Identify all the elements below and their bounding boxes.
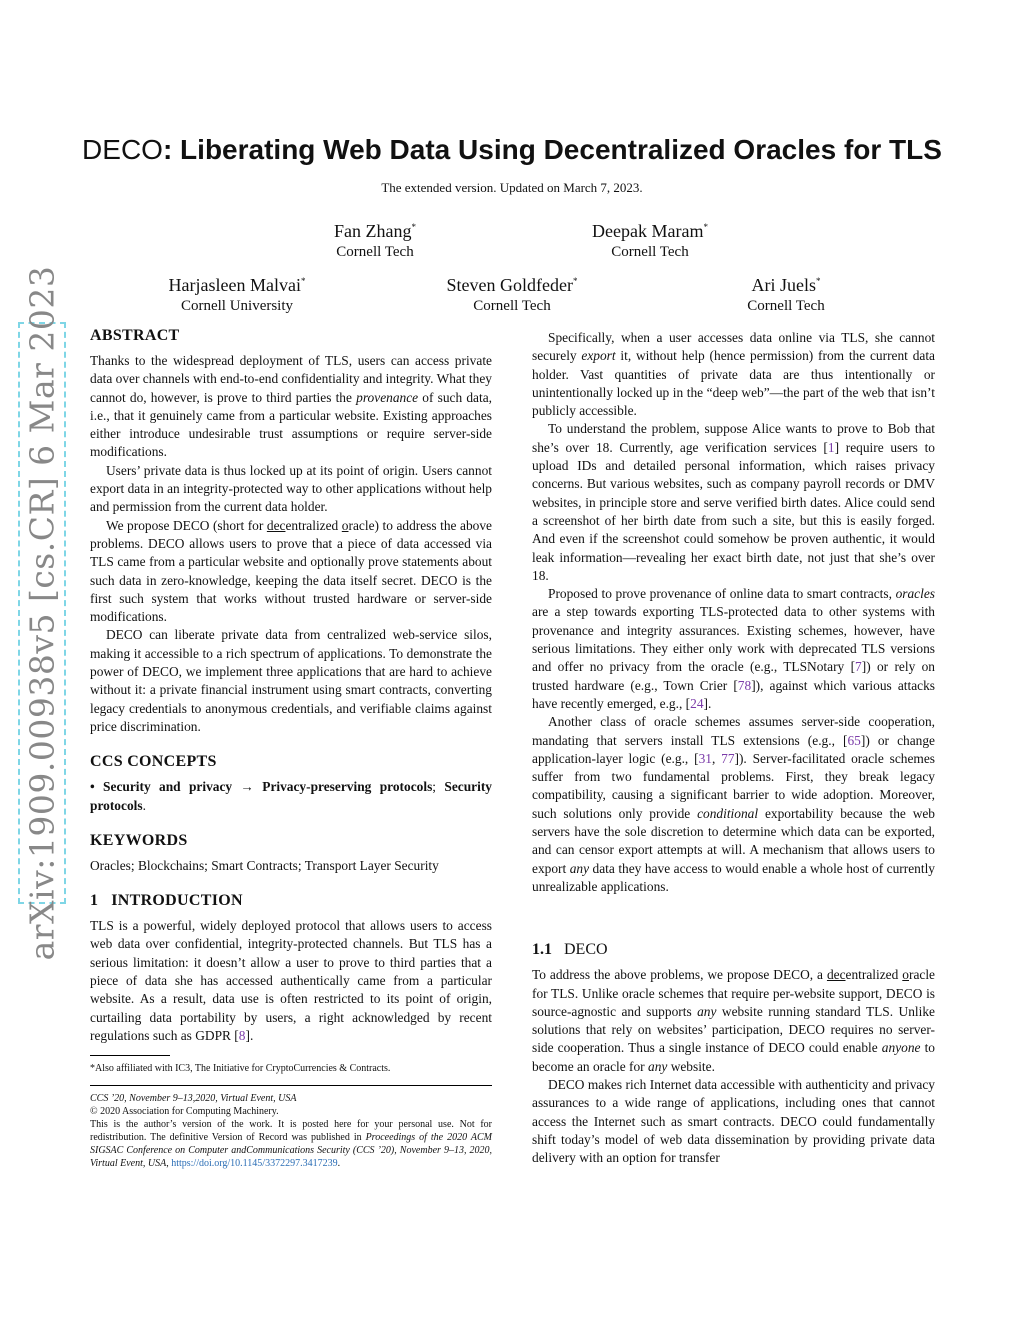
author-block	[656, 270, 916, 316]
ccs-heading: CCS CONCEPTS	[90, 753, 217, 771]
body-paragraph: Another class of oracle schemes assumes server-side cooperation, mandating that servers install TLS extensions (e.g., [65]) or change application-layer logic (e.g., [31, 77]). Server-facilitated oracle schemes suffer from two fundamental problems. First, they break legacy compatibility, causing a significant barrier to wide adoption. Moreover, such solutions only provide conditional exportability because the web servers have the sole discretion to determine which data can be exported, and can censor export attempts at will. A mechanism that allows users to export any data they have access to would enable a whole host of currently unrealizable applications.	[532, 714, 936, 894]
copyright-block: CCS ’20, November 9–13,2020, Virtual Event, USA © 2020 Association for Computing Machinery. This is the author’s version of the work. It is posted here for your personal use. Not for redistribution. The definitive Version of Record was published in Proceedings of the 2020 ACM SIGSAC Conference on Computer andCommunications Security (CCS ’20), November 9–13, 2020, Virtual Event, USA, https://doi.org/10.1145/3372297.3417239.	[90, 1093, 492, 1170]
intro-paragraph: TLS is a powerful, widely deployed protocol that allows users to access web data over confidential, integrity-protected channels. But TLS has a serious limitation: it doesn’t allow a user to prove to third parties that a piece of data she has accessed authentically came from a particular website. As a result, data use is often restricted to its point of origin, curtailing data portability by users, a right acknowledged by recent regulations such as GDPR [8].	[90, 918, 492, 1043]
paper-title	[0, 134, 1024, 166]
author-mark: *	[703, 222, 708, 232]
footnote-rule	[90, 1055, 170, 1056]
title-main: : Liberating Web Data Using Decentralized Oracles for TLS	[162, 134, 942, 165]
citation-link[interactable]: 1	[827, 439, 835, 455]
abstract-heading: ABSTRACT	[90, 327, 180, 344]
author-affiliation: Cornell Tech	[611, 244, 689, 260]
author-block	[107, 270, 367, 316]
author-block	[382, 270, 642, 316]
author-mark: *	[300, 276, 306, 286]
keywords-heading: KEYWORDS	[90, 831, 188, 849]
title-prefix: DECO	[82, 134, 163, 165]
author-name: Harjasleen Malvai	[168, 275, 301, 295]
abstract-paragraph: We propose DECO (short for decentralized oracle) to address the above problems. DECO allows users to prove that a piece of data accessed via TLS came from a particular website and optionally prove statements about such data in zero-knowledge, keeping the data itself secret. DECO is the first such system that works without trusted hardware or server-side modifications.	[90, 517, 492, 625]
abstract-paragraph: Users’ private data is thus locked up at its point of origin. Users cannot export data in an integrity-protected way to other applications without help and permission from the current data holder.	[90, 462, 492, 515]
author-name: Steven Goldfeder	[446, 275, 573, 295]
citation-link[interactable]: 7	[855, 659, 862, 675]
copyright-rule	[90, 1085, 492, 1086]
author-affiliation: Cornell Tech	[336, 244, 414, 260]
citation-link[interactable]: 31	[698, 750, 712, 766]
paper-subtitle: The extended version. Updated on March 7, 2023.	[381, 180, 643, 195]
author-name: Fan Zhang	[334, 221, 412, 241]
author-name: Deepak Maram	[592, 221, 704, 241]
body-paragraph: To understand the problem, suppose Alice wants to prove to Bob that she’s over 18. Currently, age verification services [1] require users to upload IDs and detailed personal information, which raises privacy concerns. But various websites, such as company payroll records or DMV websites, in principle store and serve verified birth dates. Alice could send a screenshot of her birth date from such a site, but this is easily forged. And even if the screenshot could somehow be proven authentic, it would leak information—revealing her exact birth date, not just that she’s over 18.	[532, 421, 935, 583]
arxiv-stamp-text: arXiv:1909.00938v5 [cs.CR] 6 Mar 2023	[22, 265, 62, 961]
abstract-paragraph: DECO can liberate private data from centralized web-service silos, making it accessible to a rich spectrum of applications. To demonstrate the power of DECO, we implement three applications that are hard to achieve without it: a private financial instrument using smart contracts, converting legacy credentials to anonymous credentials, and verifiable claims against price discrimination.	[90, 627, 492, 734]
citation-link[interactable]: 24	[690, 695, 704, 711]
arxiv-stamp	[18, 265, 66, 961]
footnote: *Also affiliated with IC3, The Initiative for CryptoCurrencies & Contracts.	[90, 1063, 391, 1075]
author-affiliation: Cornell Tech	[473, 298, 551, 314]
author-affiliation: Cornell Tech	[747, 298, 825, 314]
doi-link[interactable]: https://doi.org/10.1145/3372297.3417239	[171, 1158, 338, 1170]
citation-link[interactable]: 65	[847, 732, 861, 748]
ccs-concepts: • Security and privacy → Privacy-preserving protocols; Security protocols.	[90, 779, 492, 813]
author-block	[520, 216, 780, 262]
body-paragraph: DECO makes rich Internet data accessible with authenticity and privacy assurances to a wide range of applications, including ones that cannot access the Internet such as smart contracts. DECO could fundamentally shift today’s model of web data dissemination by providing private data delivery with an option for transfer	[532, 1076, 935, 1166]
author-mark: *	[411, 222, 416, 232]
section-heading: 1 INTRODUCTION	[90, 892, 243, 910]
abstract-paragraph: Thanks to the widespread deployment of TLS, users can access private data over channels with end-to-end confidentiality and integrity. What they cannot do, however, is prove to third parties the provenance of such data, i.e., that it genuinely came from a particular website. Existing approaches either introduce undesirable trust assumptions or require server-side modifications.	[90, 353, 492, 460]
citation-link[interactable]: 77	[721, 750, 735, 766]
citation-link[interactable]: 78	[737, 677, 752, 693]
body-paragraph: To address the above problems, we propose DECO, a decentralized oracle for TLS. Unlike oracle schemes that require per-website support, DECO is source-agnostic and supports any website running standard TLS. Unlike solutions that rely on websites’ participation, DECO requires no server-side cooperation. Thus a single instance of DECO could enable anyone to become an oracle for any website.	[532, 967, 935, 1074]
citation-link[interactable]: 8	[238, 1027, 246, 1043]
author-block	[245, 216, 505, 262]
author-affiliation: Cornell University	[180, 298, 294, 314]
body-paragraph: Specifically, when a user accesses data online via TLS, she cannot securely export it, without help (hence permission) from the current data holder. Vast quantities of private data are thus intentionally or unintentionally locked up in the “deep web”—the part of the web that isn’t publicly accessible.	[532, 330, 935, 419]
right-column	[532, 329, 935, 1167]
keywords-text: Oracles; Blockchains; Smart Contracts; Transport Layer Security	[90, 857, 439, 873]
author-name: Ari Juels	[751, 275, 816, 295]
author-mark: *	[816, 276, 821, 286]
subsection-heading: 1.1 DECO	[532, 941, 608, 959]
author-mark: *	[572, 276, 578, 286]
left-column	[90, 326, 492, 1170]
body-paragraph: Proposed to prove provenance of online data to smart contracts, oracles are a step towards exporting TLS-protected data to other systems with provenance and integrity assurances. Existing schemes, however, have serious limitations. They either only work with deprecated TLS versions and offer no privacy from the oracle (e.g., TLSNotary [7]) or rely on trusted hardware (e.g., Town Crier [78]), against which various attacks have recently emerged, e.g., [24].	[532, 586, 935, 711]
